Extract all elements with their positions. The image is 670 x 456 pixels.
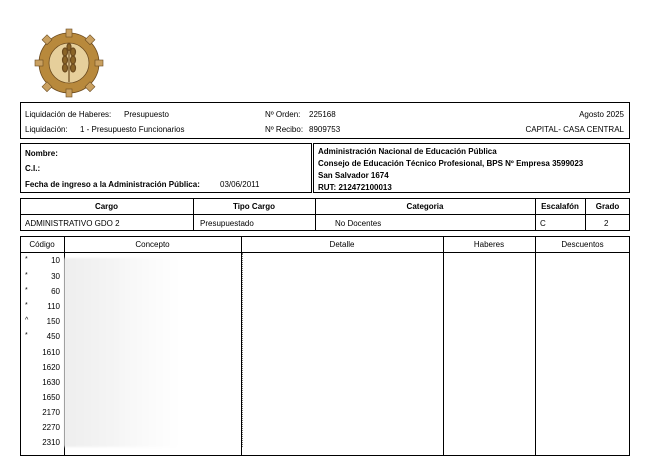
liquidacion2-label: Liquidación: (25, 125, 68, 134)
liquidacion-value: Presupuesto (124, 110, 169, 119)
categoria-value: No Docentes (335, 219, 382, 228)
row-code: 1620 (42, 363, 60, 372)
grado-value: 2 (604, 219, 609, 228)
employer-rut: RUT: 212472100013 (318, 183, 392, 192)
orden-value: 225168 (309, 110, 336, 119)
row-code: 110 (47, 302, 60, 311)
row-code: 1610 (42, 348, 60, 357)
row-code: 2310 (42, 438, 60, 447)
escalafon-header: Escalafón (541, 202, 579, 211)
row-mark: * (25, 332, 28, 339)
nombre-label: Nombre: (25, 149, 58, 158)
recibo-label: Nº Recibo: (265, 125, 304, 134)
tipo-cargo-header: Tipo Cargo (232, 202, 276, 211)
row-mark: * (25, 256, 28, 263)
row-code: 1650 (42, 393, 60, 402)
row-code: 150 (46, 317, 60, 326)
row-code: 30 (51, 272, 60, 281)
liquidacion2-value: 1 - Presupuesto Funcionarios (80, 125, 185, 134)
tipo-cargo-value: Presupuestado (200, 219, 254, 228)
institution-logo (32, 26, 106, 100)
cargo-value: ADMINISTRATIVO GDO 2 (25, 219, 120, 228)
row-code: 60 (51, 287, 60, 296)
row-mark: ^ (25, 317, 29, 324)
periodo: Agosto 2025 (579, 110, 624, 119)
categoria-header: Categoria (406, 202, 444, 211)
row-mark: * (25, 302, 28, 309)
row-mark: * (25, 272, 28, 279)
employer-line2: Consejo de Educación Técnico Profesional, BPS Nº Empresa 3599023 (318, 159, 584, 168)
recibo-value: 8909753 (309, 125, 341, 134)
row-code: 2270 (42, 423, 60, 432)
concepto-header: Concepto (135, 240, 170, 249)
haberes-header: Haberes (473, 240, 505, 249)
detalle-header: Detalle (329, 240, 355, 249)
cargo-header: Cargo (94, 202, 119, 211)
row-mark: * (25, 287, 28, 294)
descuentos-header: Descuentos (561, 240, 604, 249)
escalafon-value: C (540, 219, 546, 228)
ingreso-value: 03/06/2011 (220, 180, 260, 189)
ci-label: C.I.: (25, 164, 41, 173)
lugar: CAPITAL- CASA CENTRAL (525, 125, 624, 134)
grado-header: Grado (595, 202, 620, 211)
liquidacion-label: Liquidación de Haberes: (25, 110, 112, 119)
row-code: 1630 (42, 378, 60, 387)
ingreso-label: Fecha de ingreso a la Administración Pública: (25, 180, 200, 189)
orden-label: Nº Orden: (265, 110, 301, 119)
row-code: 2170 (42, 408, 60, 417)
redacted-concepts (64, 258, 180, 447)
row-code: 450 (46, 332, 60, 341)
employer-line3: San Salvador 1674 (318, 171, 389, 180)
employer-line1: Administración Nacional de Educación Pública (318, 147, 497, 156)
row-code: 10 (51, 256, 60, 265)
codigo-header: Código (29, 240, 55, 249)
